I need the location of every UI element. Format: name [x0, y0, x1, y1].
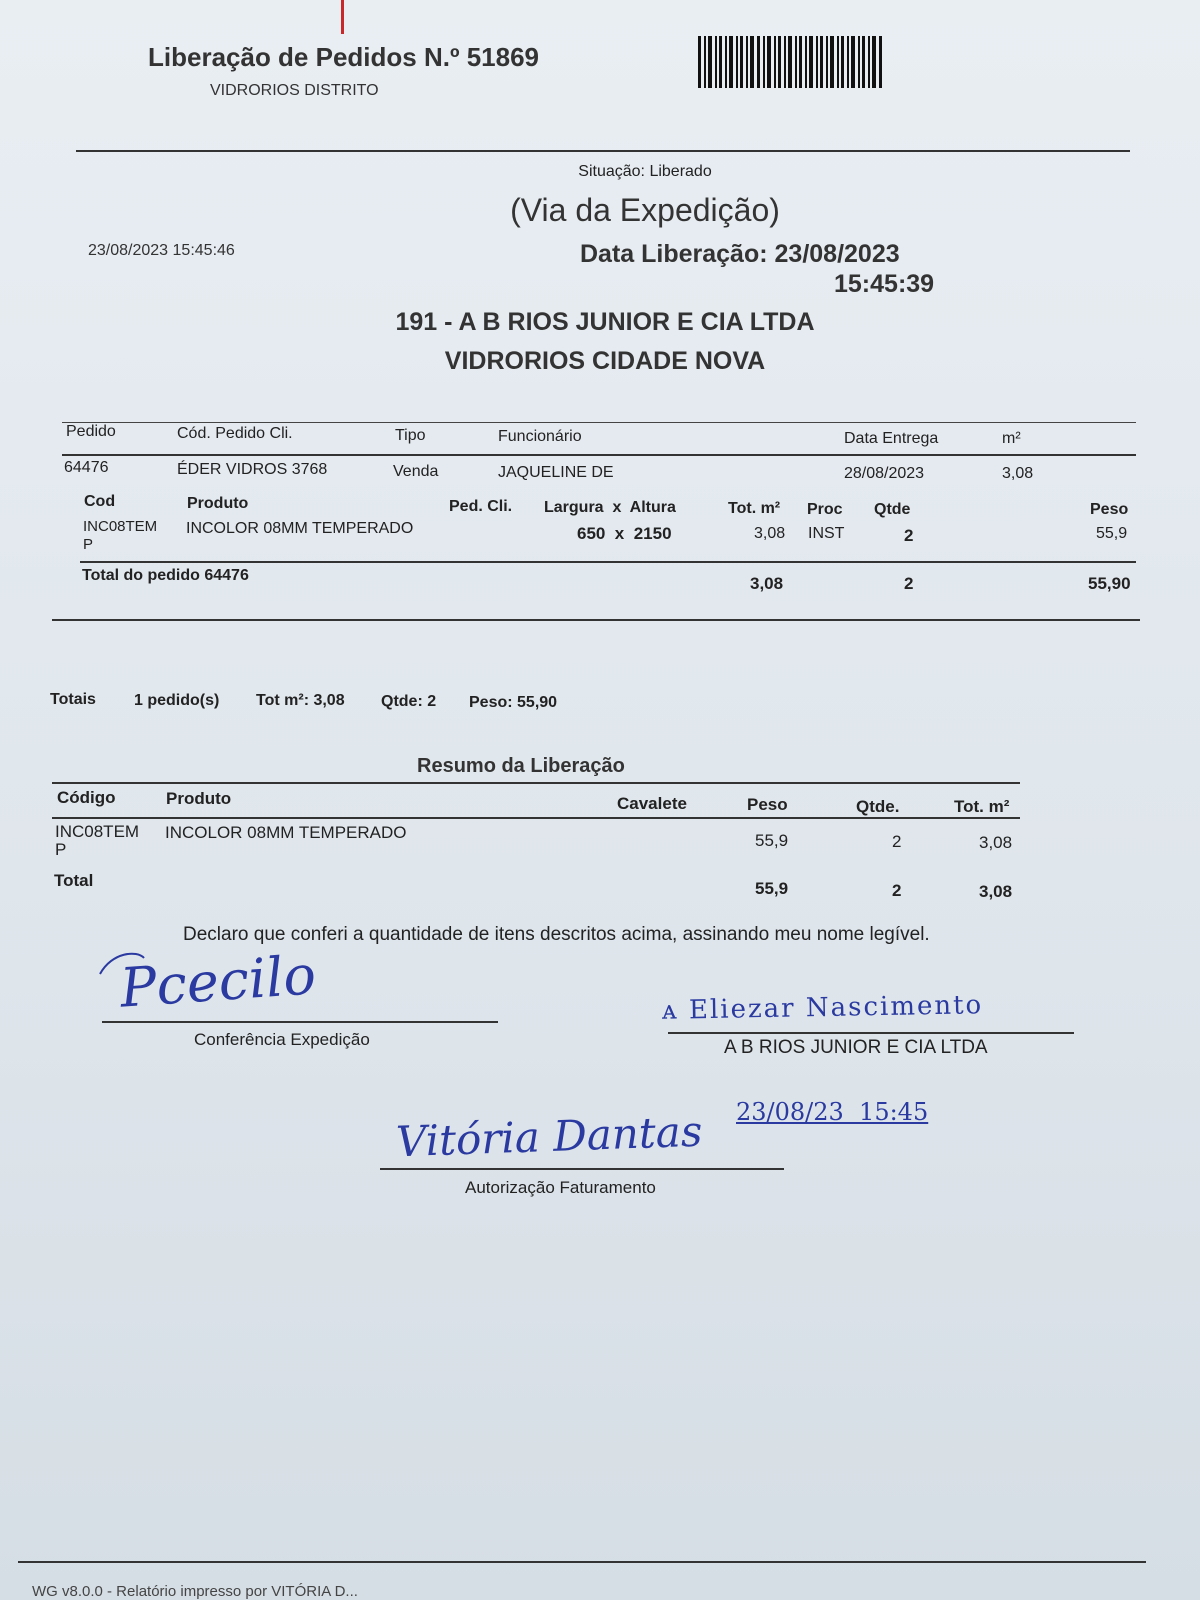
order-tipo: Venda: [393, 463, 439, 480]
order-items-rule: [80, 561, 1136, 563]
order-m2: 3,08: [1002, 465, 1034, 482]
summary-top-rule: [52, 782, 1020, 784]
summary-title: Resumo da Liberação: [417, 755, 625, 777]
col-header-funcionario: Funcionário: [498, 428, 582, 445]
printed-timestamp: 23/08/2023 15:45:46: [88, 242, 235, 259]
item-cod-line1: INC08TEM: [83, 518, 158, 535]
autorizacao-label: Autorização Faturamento: [465, 1178, 656, 1197]
order-total-m2: 3,08: [750, 574, 784, 593]
summary-peso: 55,9: [755, 831, 789, 850]
summary-total-peso: 55,9: [755, 879, 789, 898]
summary-total-label: Total: [54, 871, 94, 890]
handwritten-datetime: 23/08/23 15:45: [736, 1098, 929, 1126]
red-pen-mark: [341, 0, 344, 34]
client-signature-line: [668, 1032, 1074, 1034]
summary-header-cavalete: Cavalete: [617, 794, 687, 813]
item-tot-m2: 3,08: [754, 525, 786, 542]
summary-header-peso: Peso: [747, 795, 788, 814]
item-header-tot-m2: Tot. m²: [728, 500, 781, 517]
item-header-ped-cli: Ped. Cli.: [449, 498, 513, 515]
totals-qtde: Qtde: 2: [381, 693, 437, 710]
summary-header-qtde: Qtde.: [856, 797, 900, 816]
summary-header-tot-m2: Tot. m²: [954, 797, 1010, 816]
item-qtde: 2: [904, 526, 914, 545]
order-funcionario: JAQUELINE DE: [498, 464, 614, 481]
item-header-qtde: Qtde: [874, 501, 911, 518]
document-title: Liberação de Pedidos N.º 51869: [148, 42, 539, 72]
order-cod-pedido-cli: ÉDER VIDROS 3768: [177, 461, 328, 478]
summary-header-produto: Produto: [166, 789, 232, 808]
order-header-rule: [62, 454, 1136, 456]
order-total-peso: 55,90: [1088, 574, 1131, 593]
item-peso: 55,9: [1096, 525, 1128, 542]
barcode-icon: [698, 36, 882, 88]
summary-header-rule: [52, 817, 1020, 819]
order-data-entrega: 28/08/2023: [844, 465, 925, 482]
order-total-qtde: 2: [904, 574, 914, 593]
summary-codigo-line2: P: [55, 840, 67, 859]
declaration-text: Declaro que conferi a quantidade de itens descritos acima, assinando meu nome legível.: [183, 924, 930, 945]
item-header-peso: Peso: [1090, 501, 1129, 518]
col-header-tipo: Tipo: [395, 427, 426, 444]
company-name: VIDRORIOS DISTRITO: [210, 82, 379, 99]
conferencia-signature: Pcecilo: [118, 943, 318, 1020]
item-proc: INST: [808, 525, 845, 542]
item-header-cod: Cod: [84, 493, 116, 510]
client-signature: ᴀ Eliezar Nascimento: [661, 990, 984, 1026]
totals-label: Totais: [50, 691, 96, 708]
situation-label: Situação: Liberado: [578, 163, 712, 180]
item-cod-line2: P: [83, 536, 94, 553]
release-time: 15:45:39: [834, 270, 935, 298]
autorizacao-signature: Vitória Dantas: [395, 1106, 704, 1167]
conferencia-signature-line: [102, 1021, 498, 1023]
item-header-proc: Proc: [807, 501, 843, 518]
col-header-cod-pedido-cli: Cód. Pedido Cli.: [177, 425, 293, 442]
col-header-m2: m²: [1002, 430, 1021, 447]
order-top-rule: [62, 422, 1136, 423]
summary-tot-m2: 3,08: [979, 833, 1013, 852]
totals-m2: Tot m²: 3,08: [256, 692, 345, 709]
via-label: (Via da Expedição): [510, 192, 780, 228]
footer-text: WG v8.0.0 - Relatório impresso por VITÓRIA D...: [32, 1583, 358, 1600]
item-header-dimensions: Largura x Altura: [544, 499, 676, 516]
item-header-produto: Produto: [187, 495, 249, 512]
client-name: 191 - A B RIOS JUNIOR E CIA LTDA: [395, 308, 815, 336]
summary-qtde: 2: [892, 832, 902, 851]
order-bottom-rule: [52, 619, 1140, 621]
release-date: Data Liberação: 23/08/2023: [580, 240, 900, 268]
totals-peso: Peso: 55,90: [469, 694, 558, 711]
col-header-pedido: Pedido: [66, 423, 116, 440]
client-signature-label: A B RIOS JUNIOR E CIA LTDA: [724, 1037, 988, 1058]
totals-pedidos: 1 pedido(s): [134, 692, 220, 709]
conferencia-label: Conferência Expedição: [194, 1030, 370, 1049]
order-total-label: Total do pedido 64476: [82, 567, 249, 584]
summary-produto: INCOLOR 08MM TEMPERADO: [165, 823, 407, 842]
item-produto: INCOLOR 08MM TEMPERADO: [186, 520, 414, 537]
summary-codigo-line1: INC08TEM: [55, 822, 140, 841]
summary-total-m2: 3,08: [979, 882, 1013, 901]
signature-flourish-icon: [92, 944, 152, 1004]
autorizacao-signature-line: [380, 1168, 784, 1170]
header-divider: [76, 150, 1130, 152]
summary-header-codigo: Código: [57, 788, 116, 807]
footer-rule: [18, 1561, 1146, 1563]
order-pedido: 64476: [64, 459, 109, 476]
col-header-data-entrega: Data Entrega: [844, 430, 939, 447]
summary-total-qtde: 2: [892, 881, 902, 900]
client-branch: VIDRORIOS CIDADE NOVA: [444, 347, 766, 375]
item-dimensions: 650 x 2150: [577, 524, 672, 543]
